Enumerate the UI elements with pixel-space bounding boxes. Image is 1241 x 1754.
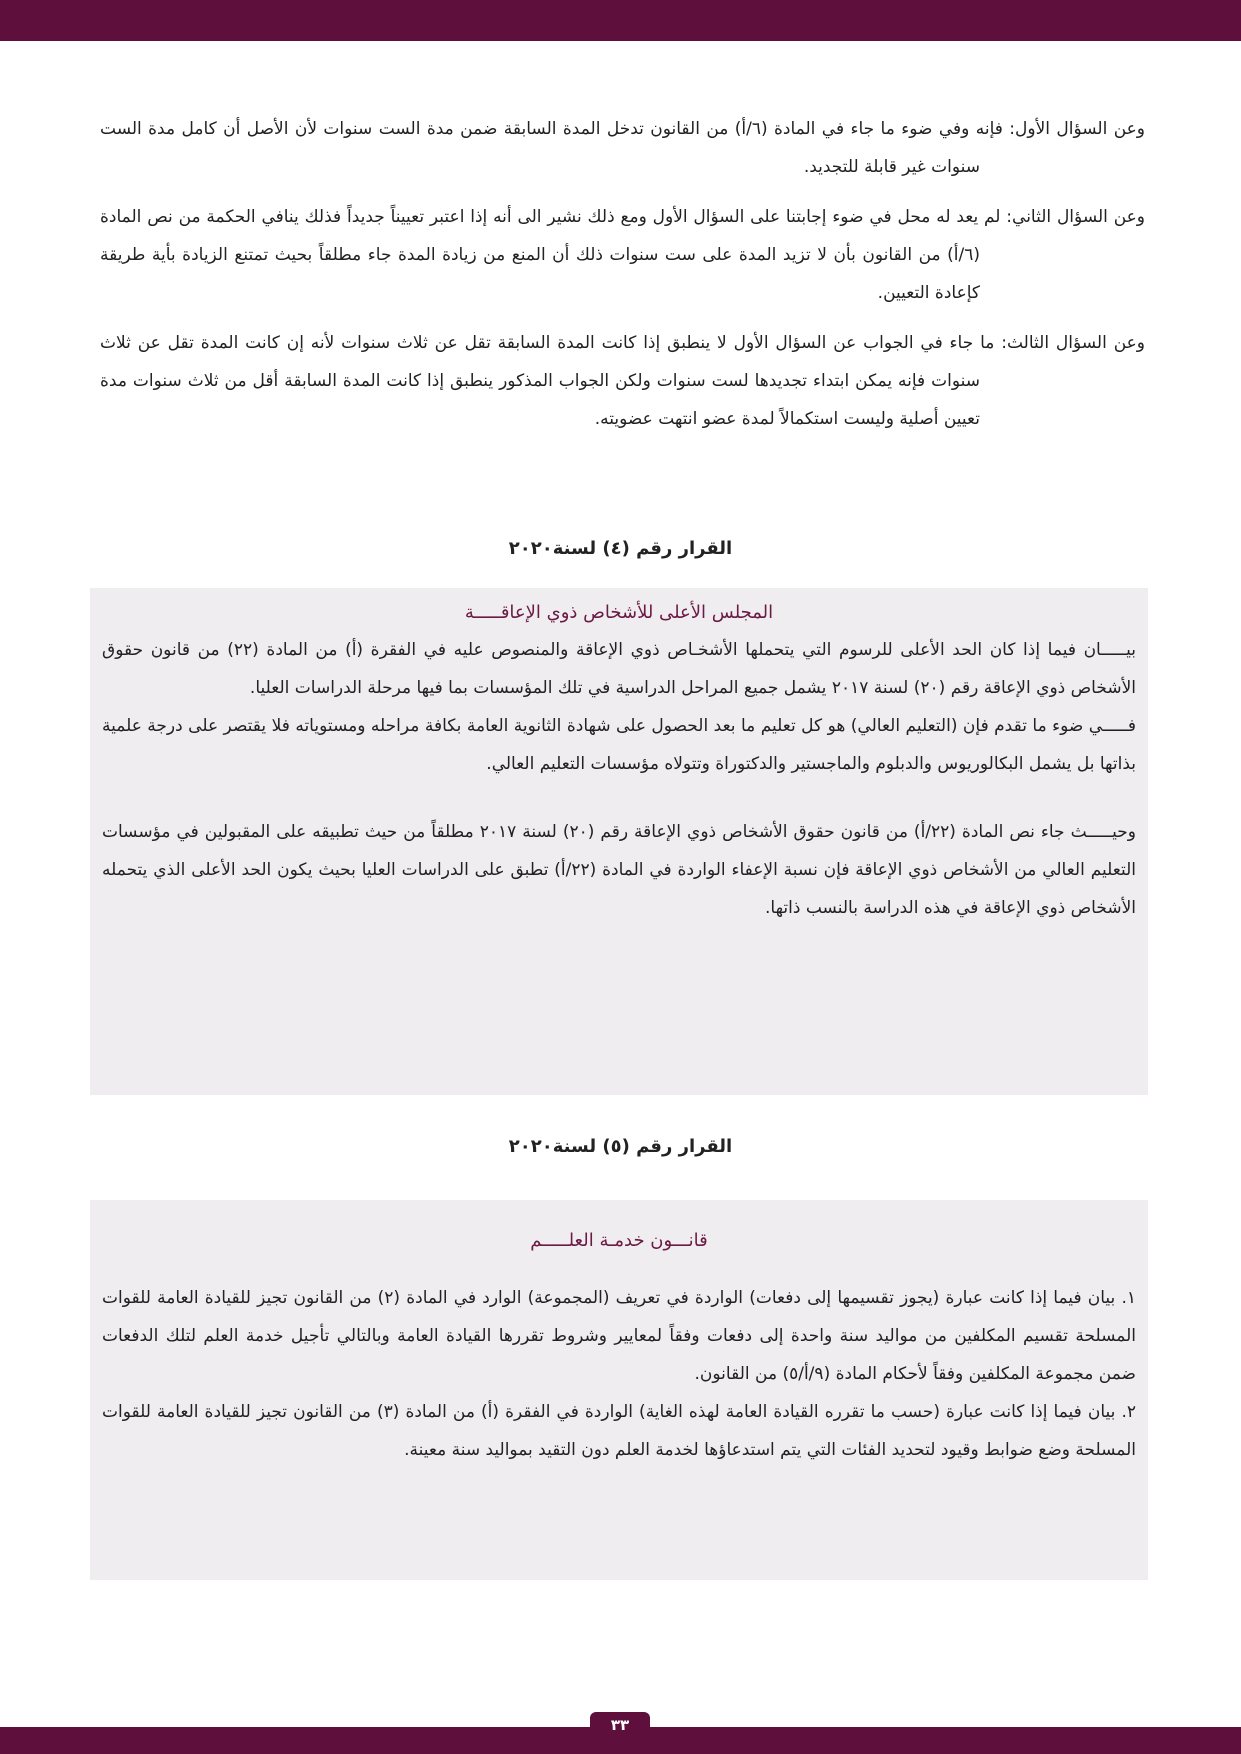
page-number: ٣٣ (590, 1712, 650, 1736)
answer-q1: وعن السؤال الأول: فإنه وفي ضوء ما جاء في المادة (٦/أ) من القانون تدخل المدة السابقة ضمن مدة الست سنوات لأن الأصل أن كامل مدة الست سنوات غير قابلة للتجديد. (100, 119, 1145, 177)
decision-4-paragraph: فـــــي ضوء ما تقدم فإن (التعليم العالي) هو كل تعليم ما بعد الحصول على شهادة الثانوية العامة بكافة مراحله ومستوياته فلا يقتصر على درجة علمية بذاتها بل يشمل البكالوريوس والدبلوم والماجستير والدكتوراة وتتولاه مؤسسات التعليم العالي. (102, 716, 1136, 774)
decision-5-box-title: قانـــون خدمـة العلـــــم (530, 1230, 708, 1251)
decision-4-heading: القرار رقم (٤) لسنة٢٠٢٠ (508, 538, 733, 559)
header-bar (0, 0, 1241, 41)
decision-4-paragraph: وحيـــــث جاء نص المادة (٢٢/أ) من قانون حقوق الأشخاص ذوي الإعاقة رقم (٢٠) لسنة ٢٠١٧ مطلقاً من حيث تطبيقه على المقبولين في مؤسسات التعليم العالي من الأشخاص ذوي الإعاقة فإن نسبة الإعفاء الواردة في المادة (٢٢/أ) تطبق على الدراسات العليا بحيث يكون الحد الأعلى الذي يتحمله الأشخاص ذوي الإعاقة في هذه الدراسة بالنسب ذاتها. (102, 822, 1137, 918)
answer-q2: وعن السؤال الثاني: لم يعد له محل في ضوء إجابتنا على السؤال الأول ومع ذلك نشير الى أنه إذا اعتبر تعييناً جديداً فذلك ينافي الحكمة من نص المادة (٦/أ) من القانون بأن لا تزيد المدة على ست سنوات ذلك أن المنع من زيادة المدة جاء مطلقاً بحيث تمتنع الزيادة بأية طريقة كإعادة التعيين. (100, 207, 1145, 303)
decision-4-box (90, 588, 1148, 1095)
answer-q3: وعن السؤال الثالث: ما جاء في الجواب عن السؤال الأول لا ينطبق إذا كانت المدة السابقة تقل عن ثلاث سنوات لأنه إن كانت المدة تقل عن ثلاث سنوات فإنه يمكن ابتداء تجديدها لست سنوات ولكن الجواب المذكور ينطبق إذا كانت المدة السابقة أقل من ثلاث سنوات مدة تعيين أصلية وليست استكمالاً لمدة عضو انتهت عضويته. (100, 333, 1145, 429)
decision-5-heading: القرار رقم (٥) لسنة٢٠٢٠ (508, 1136, 733, 1157)
decision-4-box-title: المجلس الأعلى للأشخاص ذوي الإعاقـــــة (464, 602, 774, 623)
decision-4-paragraph: بيـــــان فيما إذا كان الحد الأعلى للرسوم التي يتحملها الأشخـاص ذوي الإعاقة والمنصوص عليه في الفقرة (أ) من المادة (٢٢) من قانون حقوق الأشخاص ذوي الإعاقة رقم (٢٠) لسنة ٢٠١٧ يشمل جميع المراحل الدراسية في تلك المؤسسات بما فيها مرحلة الدراسات العليا. (102, 640, 1136, 698)
qa-section (100, 110, 1145, 450)
decision-5-box (90, 1200, 1148, 1580)
decision-5-paragraph: ٢. بيان فيما إذا كانت عبارة (حسب ما تقرره القيادة العامة لهذه الغاية) الواردة في الفقرة (أ) من المادة (٣) من القانون تجيز للقيادة العامة للقوات المسلحة وضع ضوابط وقيود لتحديد الفئات التي يتم استدعاؤها لخدمة العلم دون التقيد بمواليد سنة معينة. (102, 1402, 1136, 1460)
decision-5-paragraph: ١. بيان فيما إذا كانت عبارة (يجوز تقسيمها إلى دفعات) الواردة في تعريف (المجموعة) الوارد في المادة (٢) من القانون تجيز للقيادة العامة للقوات المسلحة تقسيم المكلفين من مواليد سنة واحدة إلى دفعات وفقاً لمعايير وشروط تقررها القيادة العامة وبالتالي تأجيل خدمة العلم لتلك الدفعات ضمن مجموعة المكلفين وفقاً لأحكام المادة (٩/أ/٥) من القانون. (102, 1288, 1136, 1384)
